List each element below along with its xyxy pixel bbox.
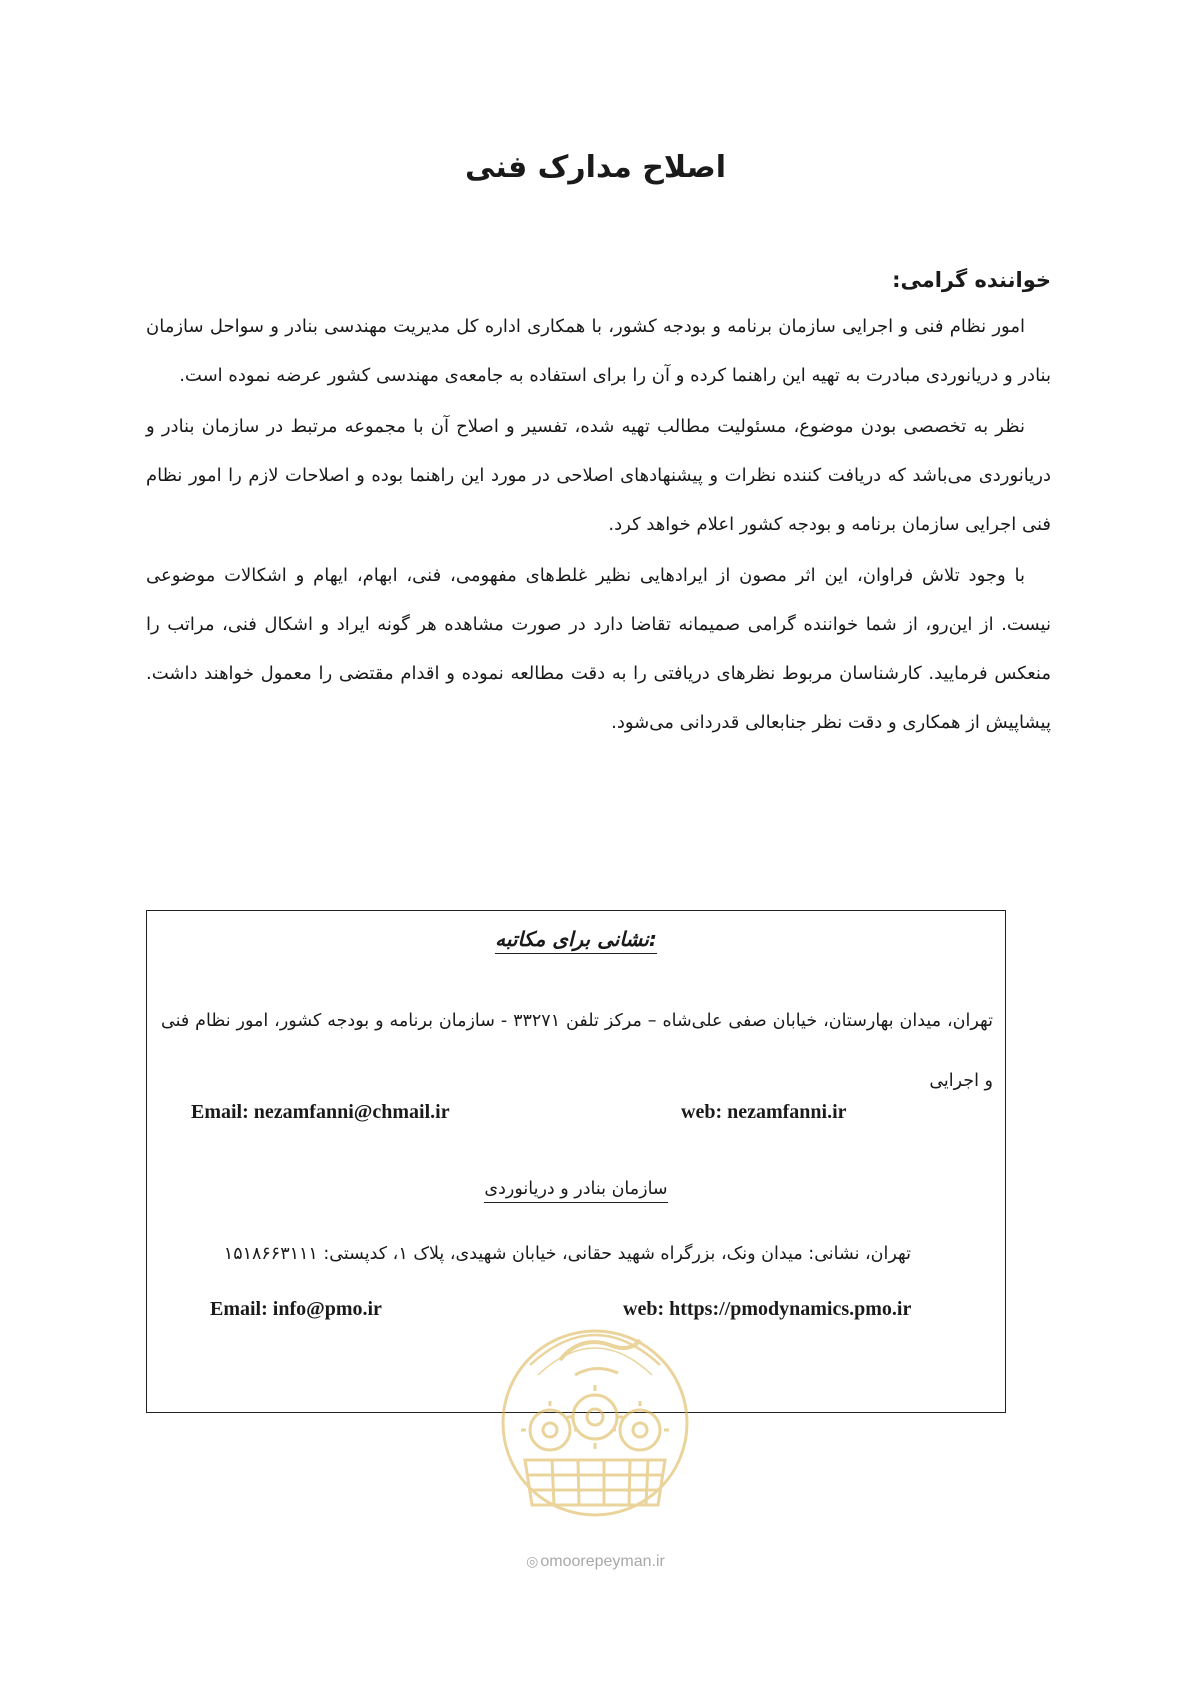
web-pbo: web: nezamfanni.ir xyxy=(681,1101,847,1123)
watermark-logo-icon xyxy=(490,1305,700,1545)
paragraph-1: امور نظام فنی و اجرایی سازمان برنامه و بودجه کشور، با همکاری اداره کل مدیریت مهندسی بنادر و سواحل سازمان بنادر و دریانوردی مبادرت به تهیه این راهنما کرده و آن را برای استفاده به جامعه‌ی مهندسی کشور عرضه نموده است. xyxy=(146,316,1051,386)
contact-heading-text: نشانی برای مکاتبه: xyxy=(495,927,657,954)
org-pmo-text: سازمان بنادر و دریانوردی xyxy=(484,1179,667,1203)
watermark-url-text: omoorepeyman.ir xyxy=(540,1553,665,1570)
at-icon: ◎ xyxy=(526,1553,539,1569)
watermark-url xyxy=(0,1553,1191,1571)
paragraph-2: نظر به تخصصی بودن موضوع، مسئولیت مطالب تهیه شده، تفسیر و اصلاح آن با مجموعه مرتبط در سازمان بنادر و دریانوردی می‌باشد که دریافت کننده نظرات و پیشنهادهای اصلاحی در مورد این راهنما بوده و اصلاحات لازم را امور نظام فنی اجرایی سازمان برنامه و بودجه کشور اعلام خواهد کرد. xyxy=(146,416,1051,535)
contact-heading xyxy=(147,927,1005,951)
address-pbo: تهران، میدان بهارستان، خیابان صفی علی‌شاه – مرکز تلفن ۳۳۲۷۱ - سازمان برنامه و بودجه کشور، امور نظام فنی و اجرایی xyxy=(161,1011,993,1091)
org-pmo xyxy=(147,1179,1005,1199)
salutation: خواننده گرامی: xyxy=(892,268,1051,292)
page-title: اصلاح مدارک فنی xyxy=(465,150,726,185)
body-text xyxy=(146,268,1051,749)
paragraph-3: با وجود تلاش فراوان، این اثر مصون از ایرادهایی نظیر غلط‌های مفهومی، فنی، ابهام، ایهام و اشکالات موضوعی نیست. از این‌رو، از شما خواننده گرامی صمیمانه تقاضا دارد در صورت مشاهده هر گونه ایراد و اشکال فنی، مراتب را منعکس فرمایید. کارشناسان مربوط نظرهای دریافتی را به دقت مطالعه نموده و اقدام مقتضی را معمول خواهند داشت. پیشاپیش از همکاری و دقت نظر جنابعالی قدردانی می‌شود. xyxy=(146,565,1051,733)
email-pbo: Email: nezamfanni@chmail.ir xyxy=(191,1101,450,1123)
email-pmo: Email: info@pmo.ir xyxy=(210,1298,382,1320)
address-pmo: تهران، نشانی: میدان ونک، بزرگراه شهید حقانی، خیابان شهیدی، پلاک ۱، کدپستی: ۱۵۱۸۶۶۳۱۱۱ xyxy=(223,1244,911,1264)
web-pmo: web: https://pmodynamics.pmo.ir xyxy=(623,1298,912,1320)
